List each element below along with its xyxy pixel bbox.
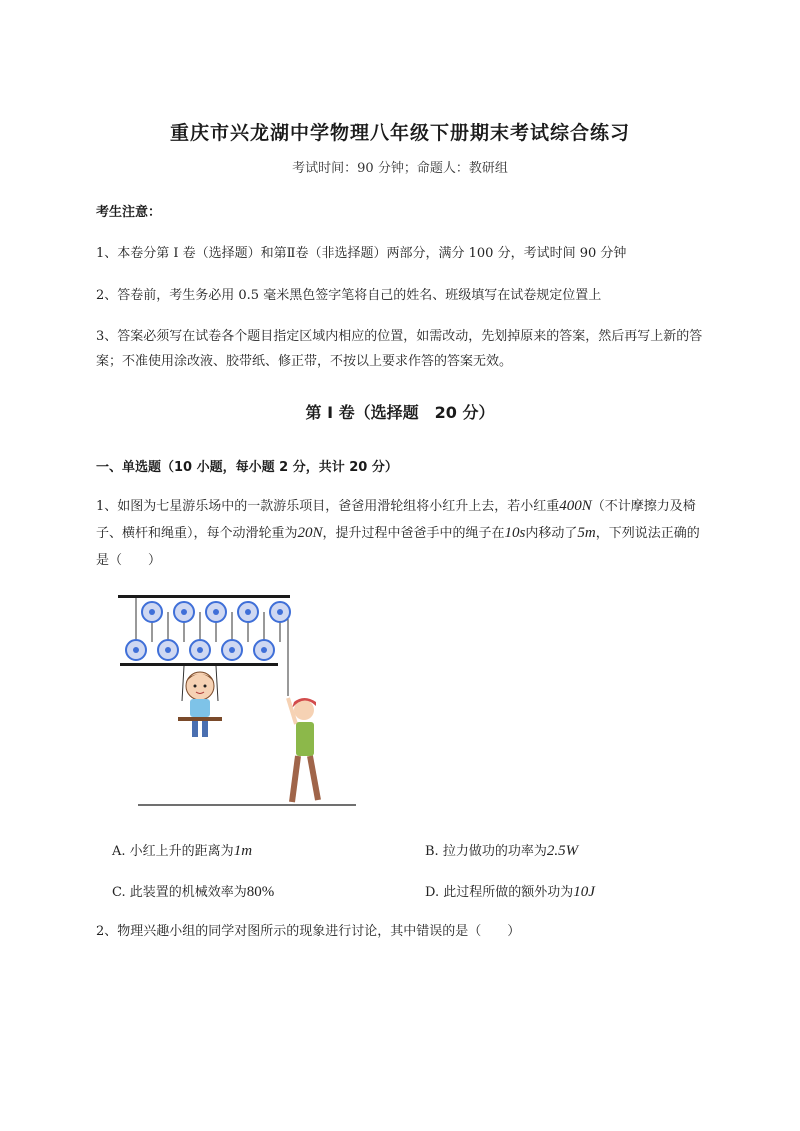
movable-pulleys <box>126 640 274 660</box>
option-c-value: 80% <box>246 884 275 900</box>
question-1-stem <box>96 493 708 574</box>
option-a-label: A. <box>112 844 126 859</box>
section-title: 第 I 卷（选择题 20 分） <box>305 403 495 422</box>
option-b-text: 拉力做功的功率为 <box>442 844 547 859</box>
question-1-text-d: 内移动了 <box>525 526 578 541</box>
option-b-label: B. <box>425 844 439 859</box>
option-a-value: 1m <box>233 843 253 859</box>
option-b[interactable] <box>425 840 578 860</box>
option-d-label: D. <box>425 885 440 900</box>
option-a[interactable] <box>112 840 252 860</box>
father-figure <box>288 698 318 802</box>
option-c[interactable] <box>112 881 274 901</box>
question-1-distance: 5m <box>577 525 596 541</box>
part-heading: 一、单选题（10 小题，每小题 2 分，共计 20 分） <box>96 460 398 475</box>
option-d[interactable] <box>425 881 595 901</box>
notice-item-1: 1、本卷分第 I 卷（选择题）和第Ⅱ卷（非选择题）两部分，满分 100 分，考试时间 90 分钟 <box>96 246 627 261</box>
question-1-text-e: ，下列说法正确的是（ ） <box>96 526 700 568</box>
question-1-text-b: （不计摩擦力及椅子、横杆和绳重），每个动滑轮重为 <box>96 499 696 541</box>
option-b-value: 2.5W <box>546 843 579 859</box>
question-1-weight: 400N <box>559 498 592 514</box>
pulley-system-figure <box>112 586 362 816</box>
option-d-value: 10J <box>573 884 595 900</box>
option-d-text: 此过程所做的额外功为 <box>443 885 574 900</box>
option-a-text: 小红上升的距离为 <box>129 844 234 859</box>
question-1-pulley-weight: 20N <box>297 525 323 541</box>
notice-heading: 考生注意： <box>96 205 162 220</box>
pulley-illustration <box>112 586 362 816</box>
notice-item-2: 2、答卷前，考生务必用 0.5 毫米黑色签字笔将自己的姓名、班级填写在试卷规定位置上 <box>96 288 602 303</box>
child-figure <box>178 672 222 737</box>
page-title: 重庆市兴龙湖中学物理八年级下册期末考试综合练习 <box>169 122 630 144</box>
question-2-stem: 2、物理兴趣小组的同学对图所示的现象进行讨论，其中错误的是（ ） <box>96 924 521 939</box>
option-c-text: 此装置的机械效率为 <box>129 885 247 900</box>
fixed-pulleys <box>142 602 290 622</box>
option-c-label: C. <box>112 885 126 900</box>
question-1-text-a: 1、如图为七星游乐场中的一款游乐项目，爸爸用滑轮组将小红升上去，若小红重 <box>96 499 560 514</box>
question-1-text-c: ，提升过程中爸爸手中的绳子在 <box>322 526 505 541</box>
notice-item-3: 3、答案必须写在试卷各个题目指定区域内相应的位置，如需改动，先划掉原来的答案，然后再写上新的答案；不准使用涂改液、胶带纸、修正带，不按以上要求作答的答案无效。 <box>96 329 703 369</box>
question-1-time: 10s <box>504 525 526 541</box>
exam-info: 考试时间：90 分钟；命题人：教研组 <box>292 161 508 176</box>
